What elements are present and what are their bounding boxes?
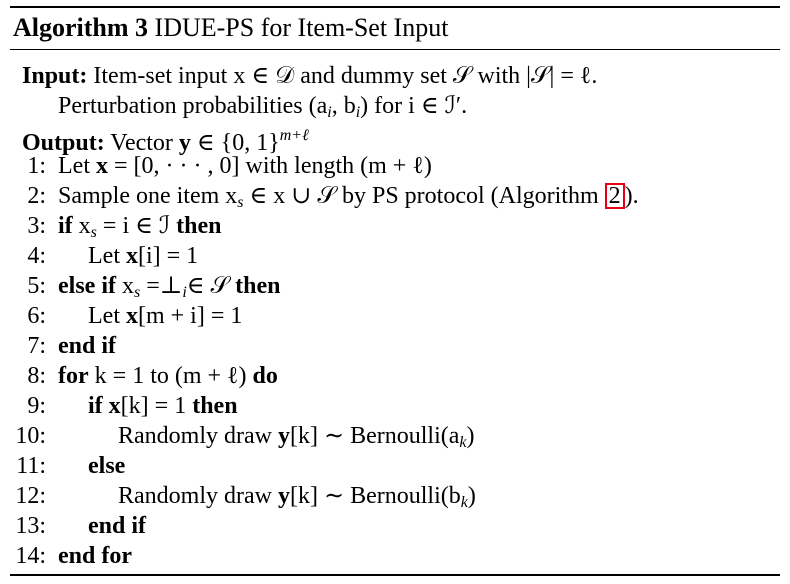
line-number: 5:: [27, 273, 46, 299]
algorithm-ref-link[interactable]: 2: [605, 183, 625, 209]
line-text: = [0, · · · , 0] with length (m + ℓ): [107, 153, 432, 179]
algo-line-12: [118, 481, 476, 518]
input-text-2: Perturbation probabilities (a: [58, 93, 328, 119]
keyword: if: [88, 393, 103, 419]
line-text: ).: [624, 183, 639, 209]
output-text-pre: Vector: [110, 130, 179, 156]
input-label: Input:: [22, 63, 88, 89]
keyword: if: [58, 213, 73, 239]
line-number: 13:: [15, 513, 46, 539]
output-label: Output:: [22, 130, 105, 156]
line-text: [k] ∼ Bernoulli(b: [289, 483, 461, 509]
bold-var: x: [108, 393, 121, 419]
bold-var: y: [277, 423, 290, 449]
line-number: 9:: [27, 393, 46, 419]
bold-var: x: [95, 153, 108, 179]
line-number: 1:: [27, 153, 46, 179]
bold-var: y: [277, 483, 290, 509]
algo-line-14: [58, 541, 132, 571]
line-text: [k] ∼ Bernoulli(a: [289, 423, 460, 449]
keyword: then: [176, 213, 222, 239]
line-text: Let: [58, 153, 96, 179]
line-text: Randomly draw: [118, 483, 278, 509]
line-text: ): [467, 483, 476, 509]
input-sub-i-2: i: [355, 104, 361, 121]
line-number: 4:: [27, 243, 46, 269]
line-text: [i] = 1: [137, 243, 199, 269]
subscript: k: [459, 434, 467, 451]
line-number: 3:: [27, 213, 46, 239]
bold-var: x: [125, 243, 138, 269]
line-text: =⊥: [140, 273, 183, 299]
subscript: s: [90, 224, 97, 241]
line-text: [k] = 1: [120, 393, 193, 419]
subscript: s: [237, 194, 244, 211]
keyword: end if: [88, 513, 147, 539]
input-text: Item-set input x ∈ 𝒟 and dummy set 𝒮 with |𝒮| = ℓ.: [93, 63, 598, 89]
line-text: Let: [88, 303, 126, 329]
keyword: else if: [58, 273, 116, 299]
input-line: [22, 61, 597, 91]
line-number: 8:: [27, 363, 46, 389]
output-var-y: y: [178, 130, 191, 156]
subscript: k: [460, 494, 468, 511]
keyword: then: [192, 393, 238, 419]
algo-line-8: [58, 361, 278, 391]
keyword: else: [88, 453, 126, 479]
algo-line-13: [88, 511, 146, 541]
line-number: 10:: [15, 423, 46, 449]
caption-title: IDUE-PS for Item-Set Input: [154, 13, 449, 42]
algorithm-box: [10, 6, 780, 576]
keyword: do: [252, 363, 278, 389]
keyword: then: [235, 273, 281, 299]
line-number: 14:: [15, 543, 46, 569]
input-sub-i: i: [327, 104, 332, 121]
line-text: Sample one item x: [58, 183, 238, 209]
algo-line-4: [88, 241, 198, 271]
line-text: ∈ 𝒮: [186, 273, 236, 299]
keyword: for: [58, 363, 89, 389]
input-text-2c: ) for i ∈ ℐ′.: [360, 93, 468, 119]
line-text: x: [72, 213, 91, 239]
line-text: k = 1 to (m + ℓ): [88, 363, 253, 389]
line-number: 12:: [15, 483, 46, 509]
output-text-post: ∈ {0, 1}: [190, 130, 280, 156]
line-text: Let: [88, 243, 126, 269]
subscript: s: [133, 284, 141, 301]
line-text: x: [115, 273, 134, 299]
line-number: 7:: [27, 333, 46, 359]
algo-line-9: [88, 391, 238, 421]
algo-line-6: [88, 301, 242, 331]
input-text-2b: , b: [331, 93, 356, 119]
keyword: end for: [58, 543, 132, 569]
line-number: 2:: [27, 183, 46, 209]
algorithm-caption: [10, 8, 780, 50]
line-text: [m + i] = 1: [137, 303, 243, 329]
line-text: = i ∈ ℐ: [96, 213, 177, 239]
keyword: end if: [58, 333, 117, 359]
bold-var: x: [125, 303, 138, 329]
algo-line-7: [58, 331, 116, 361]
line-text: ∈ x ∪ 𝒮 by PS protocol (Algorithm: [243, 183, 605, 209]
line-number: 6:: [27, 303, 46, 329]
subscript: i: [182, 284, 187, 301]
algo-line-11: [88, 451, 125, 481]
line-text: ): [466, 423, 475, 449]
line-number: 11:: [16, 453, 46, 479]
line-text: Randomly draw: [118, 423, 278, 449]
algo-line-10: [118, 421, 475, 458]
output-sup: m+ℓ: [279, 127, 309, 144]
algo-line-1: [58, 151, 432, 181]
caption-label: Algorithm 3: [13, 13, 149, 42]
